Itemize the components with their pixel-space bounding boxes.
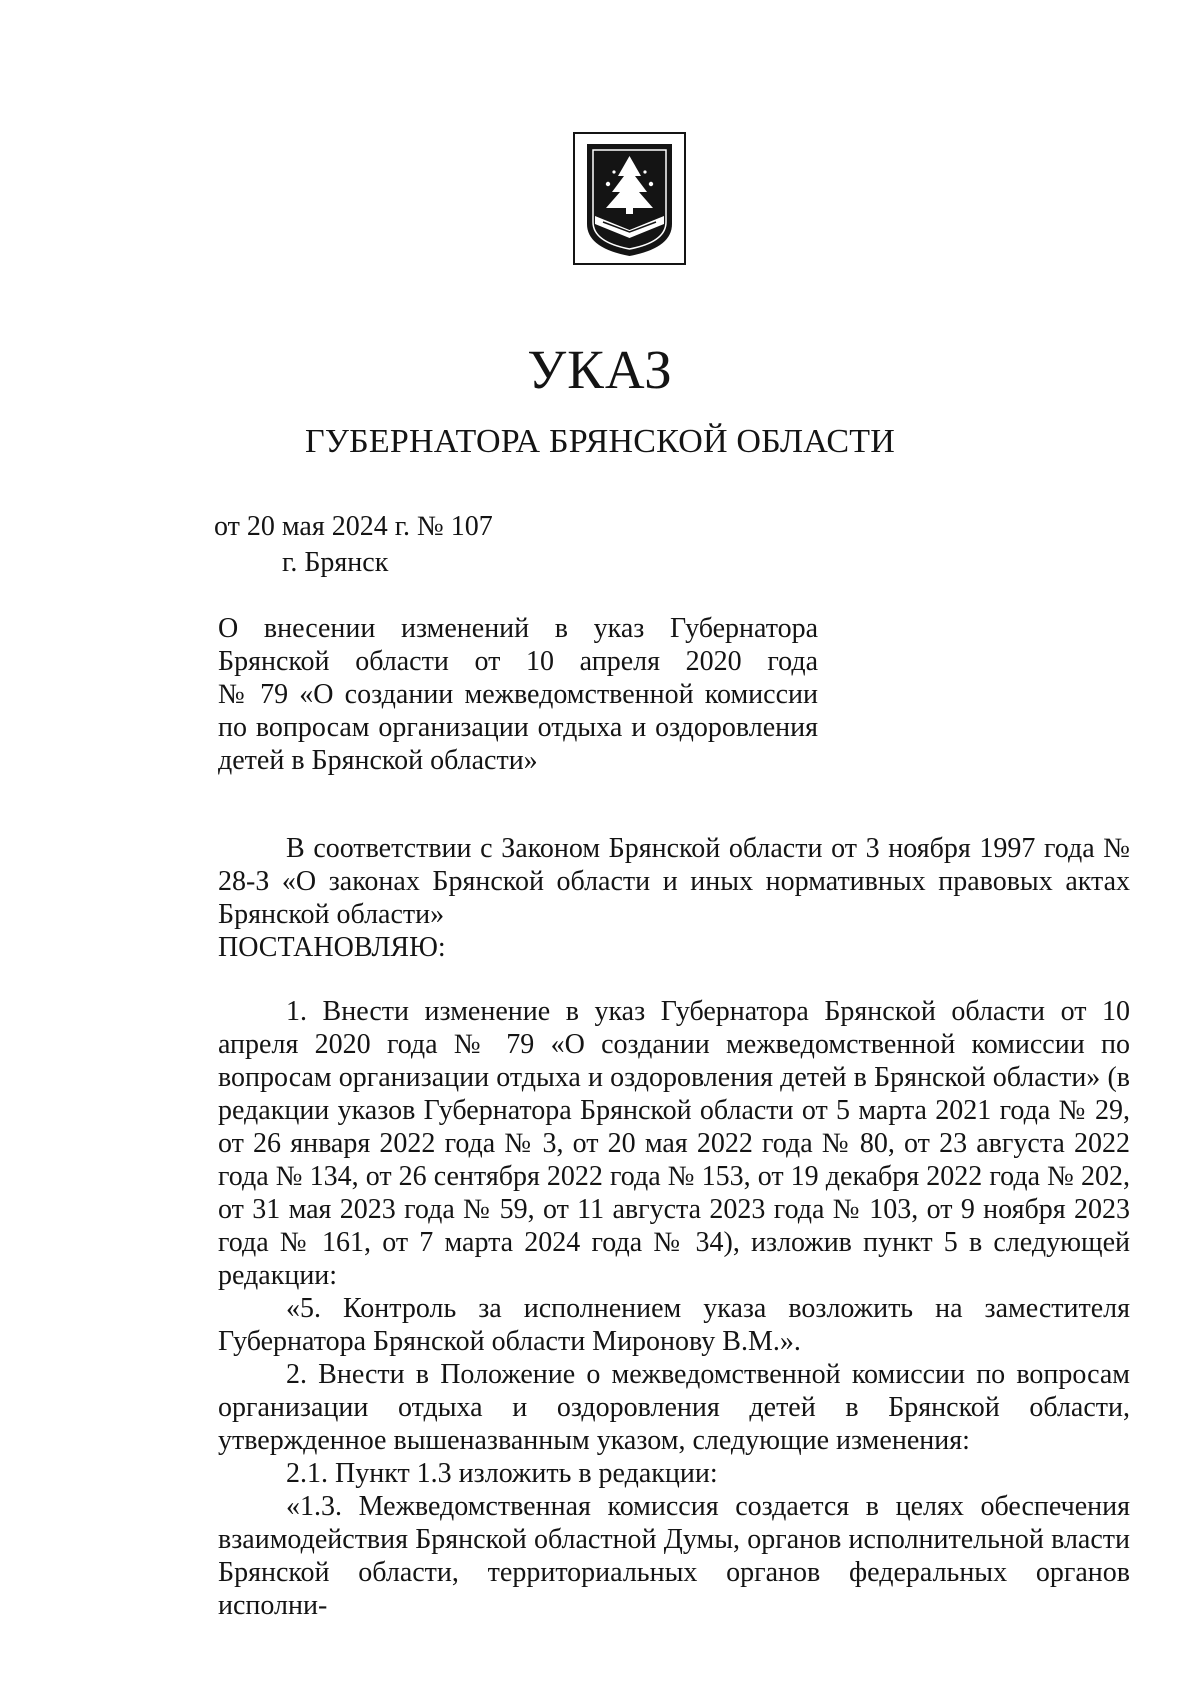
coat-of-arms-emblem [573, 132, 686, 265]
heading-line: О внесении изменений в указ Губернатора [218, 613, 818, 644]
item-1-quote: «5. Контроль за исполнением указа возложить на заместителя Губернатора Брянской области Миронову В.М.». [218, 1293, 1130, 1357]
item-2-1-quote: «1.3. Межведомственная комиссия создается в целях обеспечения взаимодействия Брянской областной Думы, органов исполнительной власти Брянской области, территориальных органов федеральных органов исполни- [218, 1491, 1130, 1621]
document-title: УКАЗ [527, 339, 673, 400]
heading-line: Брянской области от 10 апреля 2020 года [218, 646, 818, 677]
decree-date-number: от 20 мая 2024 г. № 107 [214, 511, 493, 542]
item-2-1-paragraph: 2.1. Пункт 1.3 изложить в редакции: [286, 1458, 718, 1489]
decree-word: ПОСТАНОВЛЯЮ: [218, 932, 446, 963]
heading-line: № 79 «О создании межведомственной комиссии [218, 679, 818, 710]
item-2-paragraph: 2. Внести в Положение о межведомственной комиссии по вопросам организации отдыха и оздоровления детей в Брянской области, утвержденное вышеназванным указом, следующие изменения: [218, 1359, 1130, 1456]
decree-city: г. Брянск [282, 547, 389, 578]
document-subtitle: ГУБЕРНАТОРА БРЯНСКОЙ ОБЛАСТИ [305, 423, 895, 460]
heading-line: по вопросам организации отдыха и оздоровления [218, 712, 818, 743]
heading-line: детей в Брянской области» [218, 745, 538, 776]
item-1-paragraph: 1. Внести изменение в указ Губернатора Брянской области от 10 апреля 2020 года № 79 «О создании межведомственной комиссии по вопросам организации отдыха и оздоровления детей в Брянской области» (в редакции указов Губернатора Брянской области от 5 марта 2021 года № 29, от 26 января 2022 года № 3, от 20 мая 2022 года № 80, от 23 августа 2022 года № 134, от 26 сентября 2022 года № 153, от 19 декабря 2022 года № 202, от 31 мая 2023 года № 59, от 11 августа 2023 года № 103, от 9 ноября 2023 года № 161, от 7 марта 2024 года № 34), изложив пункт 5 в следующей редакции: [218, 996, 1130, 1291]
preamble-paragraph: В соответствии с Законом Брянской области от 3 ноября 1997 года № 28-З «О законах Брянской области и иных нормативных правовых актах Брянской области» [218, 833, 1130, 930]
decree-heading [218, 612, 818, 777]
bryansk-coat-of-arms-icon [573, 132, 686, 265]
decree-body [218, 832, 1130, 1622]
